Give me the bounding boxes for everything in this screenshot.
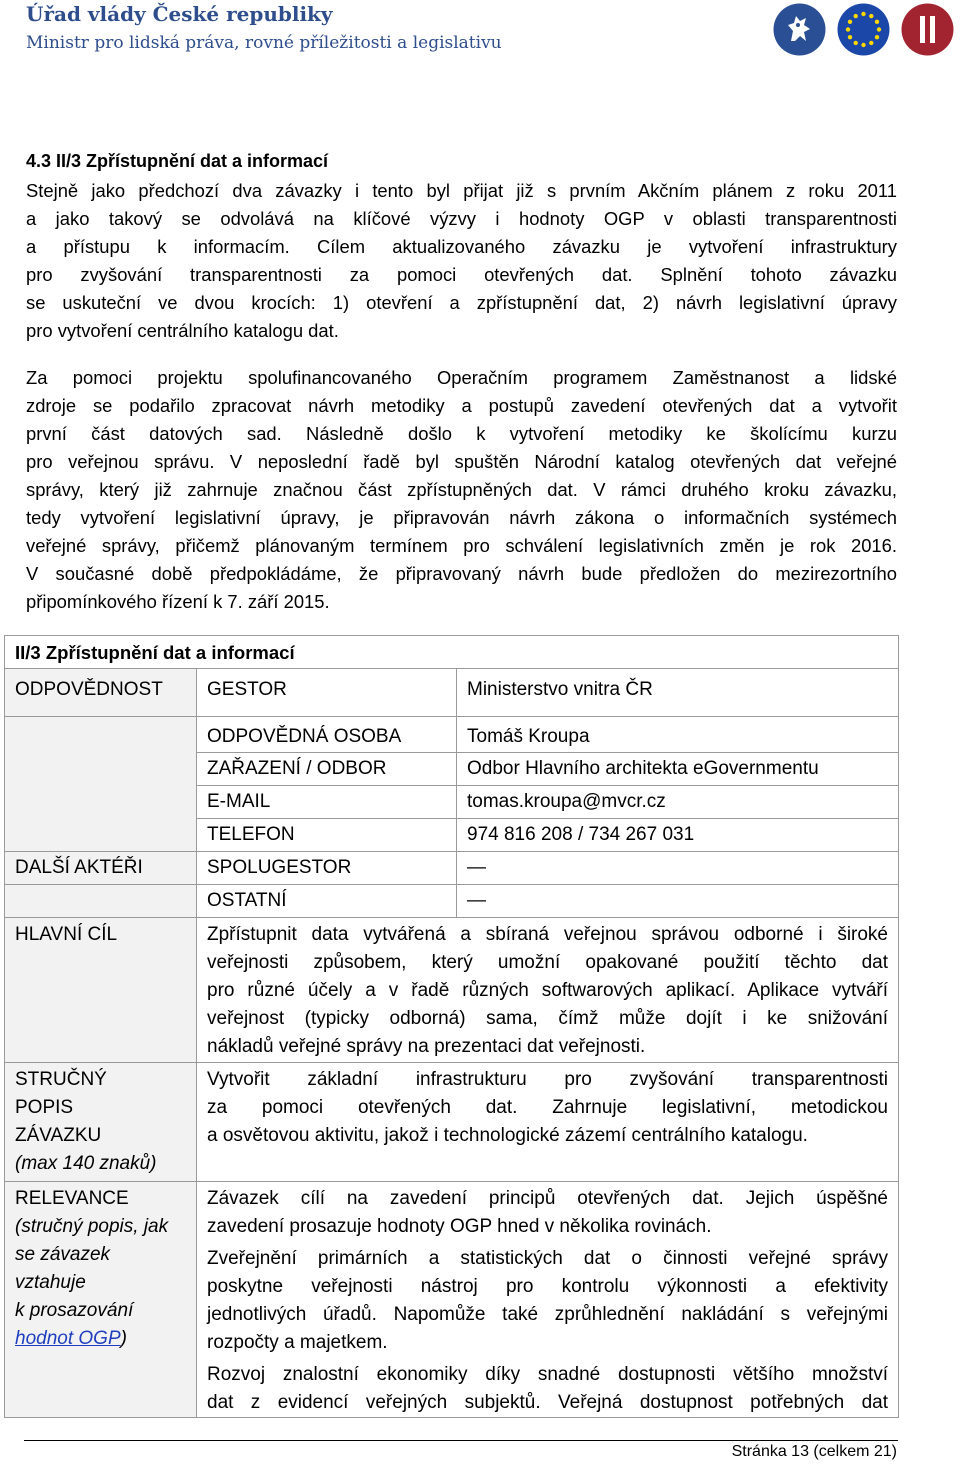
- email-value[interactable]: tomas.kroupa@mvcr.cz: [457, 786, 899, 819]
- label-note: se závazek: [15, 1244, 111, 1265]
- text-line: pro různé účely a v řadě různých softwarových aplikací. Aplikace vytváří: [207, 980, 888, 1001]
- text-line: veřejnost (typicky odborná) sama, čímž může dojít i ke snižování: [207, 1008, 888, 1029]
- label-line: RELEVANCE: [15, 1188, 129, 1209]
- page-number: Stránka 13 (celkem 21): [731, 1443, 897, 1460]
- ministry-emblem-icon: [901, 3, 954, 56]
- label-line: POPIS: [15, 1097, 74, 1118]
- ostatni-label: OSTATNÍ: [197, 885, 457, 918]
- table-title: II/3 Zpřístupnění dat a informací: [5, 636, 899, 669]
- footer-divider: [24, 1440, 898, 1441]
- label-note: (max 140 znaků): [15, 1153, 157, 1174]
- text-line: a jako takový se odvolává na klíčové výzvy i hodnoty OGP v oblasti transparentnosti: [26, 208, 897, 229]
- org-subtitle: Ministr pro lidská práva, rovné příležitosti a legislativu: [26, 33, 502, 53]
- eu-stars-emblem-icon: [837, 3, 890, 56]
- text-line: za pomoci otevřených dat. Zahrnuje legislativní, metodickou: [207, 1097, 888, 1118]
- relevance-label: [5, 1182, 197, 1418]
- text-line: a osvětovou aktivitu, jakož i technologické zázemí centrálního katalogu.: [207, 1125, 808, 1146]
- ostatni-value: —: [457, 885, 899, 918]
- commitment-table: [4, 635, 899, 1418]
- text-line: Zpřístupnit data vytvářená a sbíraná veřejnou správou odborné i široké: [207, 924, 888, 945]
- odpovednost-label: ODPOVĚDNOST: [5, 669, 197, 717]
- text-line: zavedení prosazuje hodnoty OGP hned v několika rovinách.: [207, 1216, 712, 1237]
- org-title: Úřad vlády České republiky: [26, 2, 333, 26]
- text-line: Za pomoci projektu spolufinancovaného Operačním programem Zaměstnanost a lidské: [26, 367, 897, 388]
- text-line: první část datových sad. Následně došlo k vytvoření metodiky ke školícímu kurzu: [26, 423, 897, 444]
- spolugestor-label: SPOLUGESTOR: [197, 852, 457, 885]
- phone-label: TELEFON: [197, 819, 457, 852]
- contact-label-spacer: [5, 717, 197, 852]
- label-note: vztahuje: [15, 1272, 86, 1293]
- czech-lion-emblem-icon: [773, 3, 826, 56]
- department-value: Odbor Hlavního architekta eGovernmentu: [457, 753, 899, 786]
- text-line: tedy vytvoření legislativní úpravy, je připravován návrh zákona o informačních systémech: [26, 507, 897, 528]
- department-label: ZAŘAZENÍ / ODBOR: [197, 753, 457, 786]
- text-line: jednotlivých úřadů. Napomůže také zprůhlednění nakládání s veřejnými: [207, 1304, 888, 1325]
- gestor-label: GESTOR: [197, 669, 457, 717]
- phone-value: 974 816 208 / 734 267 031: [457, 819, 899, 852]
- dalsi-akteri-label: DALŠÍ AKTÉŘI: [5, 852, 197, 885]
- paragraph-intro: [26, 177, 897, 345]
- text-line: V současné době předpokládáme, že připravovaný návrh bude předložen do mezirezortního: [26, 563, 897, 584]
- text-line: dat z evidencí veřejných subjektů. Veřejná dostupnost potřebných dat: [207, 1392, 888, 1413]
- text-line: Závazek cílí na zavedení principů otevřených dat. Jejich úspěšné: [207, 1188, 888, 1209]
- section-title: 4.3 II/3 Zpřístupnění dat a informací: [26, 151, 329, 171]
- hlavni-cil-text: [197, 918, 899, 1063]
- paragraph-progress: [26, 364, 897, 616]
- contact-person-value: Tomáš Kroupa: [457, 717, 899, 753]
- strucny-popis-label: [5, 1063, 197, 1182]
- text-line: Stejně jako předchozí dva závazky i tento byl přijat již s prvním Akčním plánem z roku 2011: [26, 180, 897, 201]
- text-line: správy, který již zahrnuje značnou část zpřístupněných dat. V rámci druhého kroku závazku,: [26, 479, 897, 500]
- label-note: k prosazování: [15, 1300, 134, 1321]
- ogp-values-link[interactable]: hodnot OGP: [15, 1328, 121, 1349]
- contact-person-label: ODPOVĚDNÁ OSOBA: [197, 717, 457, 753]
- text-line: poskytne veřejnosti nástroj pro kontrolu výkonnosti a efektivity: [207, 1276, 888, 1297]
- label-line: ZÁVAZKU: [15, 1125, 102, 1146]
- gestor-value: Ministerstvo vnitra ČR: [457, 669, 899, 717]
- text-line: pro veřejnou správu. V neposlední řadě byl spuštěn Národní katalog otevřených dat veřejné: [26, 451, 897, 472]
- text-line: zdroje se podařilo zpracovat návrh metodiky a postupů zavedení otevřených dat a vytvořit: [26, 395, 897, 416]
- text-line: veřejnosti způsobem, který umožní opakované použití těchto dat: [207, 952, 888, 973]
- text-line: rozpočty a majetkem.: [207, 1332, 388, 1353]
- spolugestor-value: —: [457, 852, 899, 885]
- text-line: Vytvořit základní infrastrukturu pro zvyšování transparentnosti: [207, 1069, 888, 1090]
- label-note: (stručný popis, jak: [15, 1216, 169, 1237]
- text-line: pro vytvoření centrálního katalogu dat.: [26, 320, 339, 341]
- text-line: nákladů veřejné správy na prezentaci dat veřejnosti.: [207, 1036, 646, 1057]
- text-line: pro zvyšování transparentnosti za pomoci otevřených dat. Splnění tohoto závazku: [26, 264, 897, 285]
- strucny-popis-text: [197, 1063, 899, 1182]
- label-line: STRUČNÝ: [15, 1069, 107, 1090]
- text-line: se uskuteční ve dvou krocích: 1) otevření a zpřístupnění dat, 2) návrh legislativní úpravy: [26, 292, 897, 313]
- dalsi-akteri-spacer: [5, 885, 197, 918]
- hlavni-cil-label: HLAVNÍ CÍL: [5, 918, 197, 1063]
- text-line: připomínkového řízení k 7. září 2015.: [26, 591, 330, 612]
- relevance-text: [197, 1182, 899, 1418]
- text-line: Zveřejnění primárních a statistických dat o činnosti veřejné správy: [207, 1248, 888, 1269]
- text-line: a přístupu k informacím. Cílem aktualizovaného závazku je vytvoření infrastruktury: [26, 236, 897, 257]
- text-line: Rozvoj znalostní ekonomiky díky snadné dostupnosti většího množství: [207, 1364, 888, 1385]
- closing-paren: ): [120, 1328, 127, 1349]
- email-label: E-MAIL: [197, 786, 457, 819]
- label-note: [15, 1325, 186, 1353]
- text-line: veřejné správy, přičemž plánovaným termínem pro schválení legislativních změn je rok 2016.: [26, 535, 897, 556]
